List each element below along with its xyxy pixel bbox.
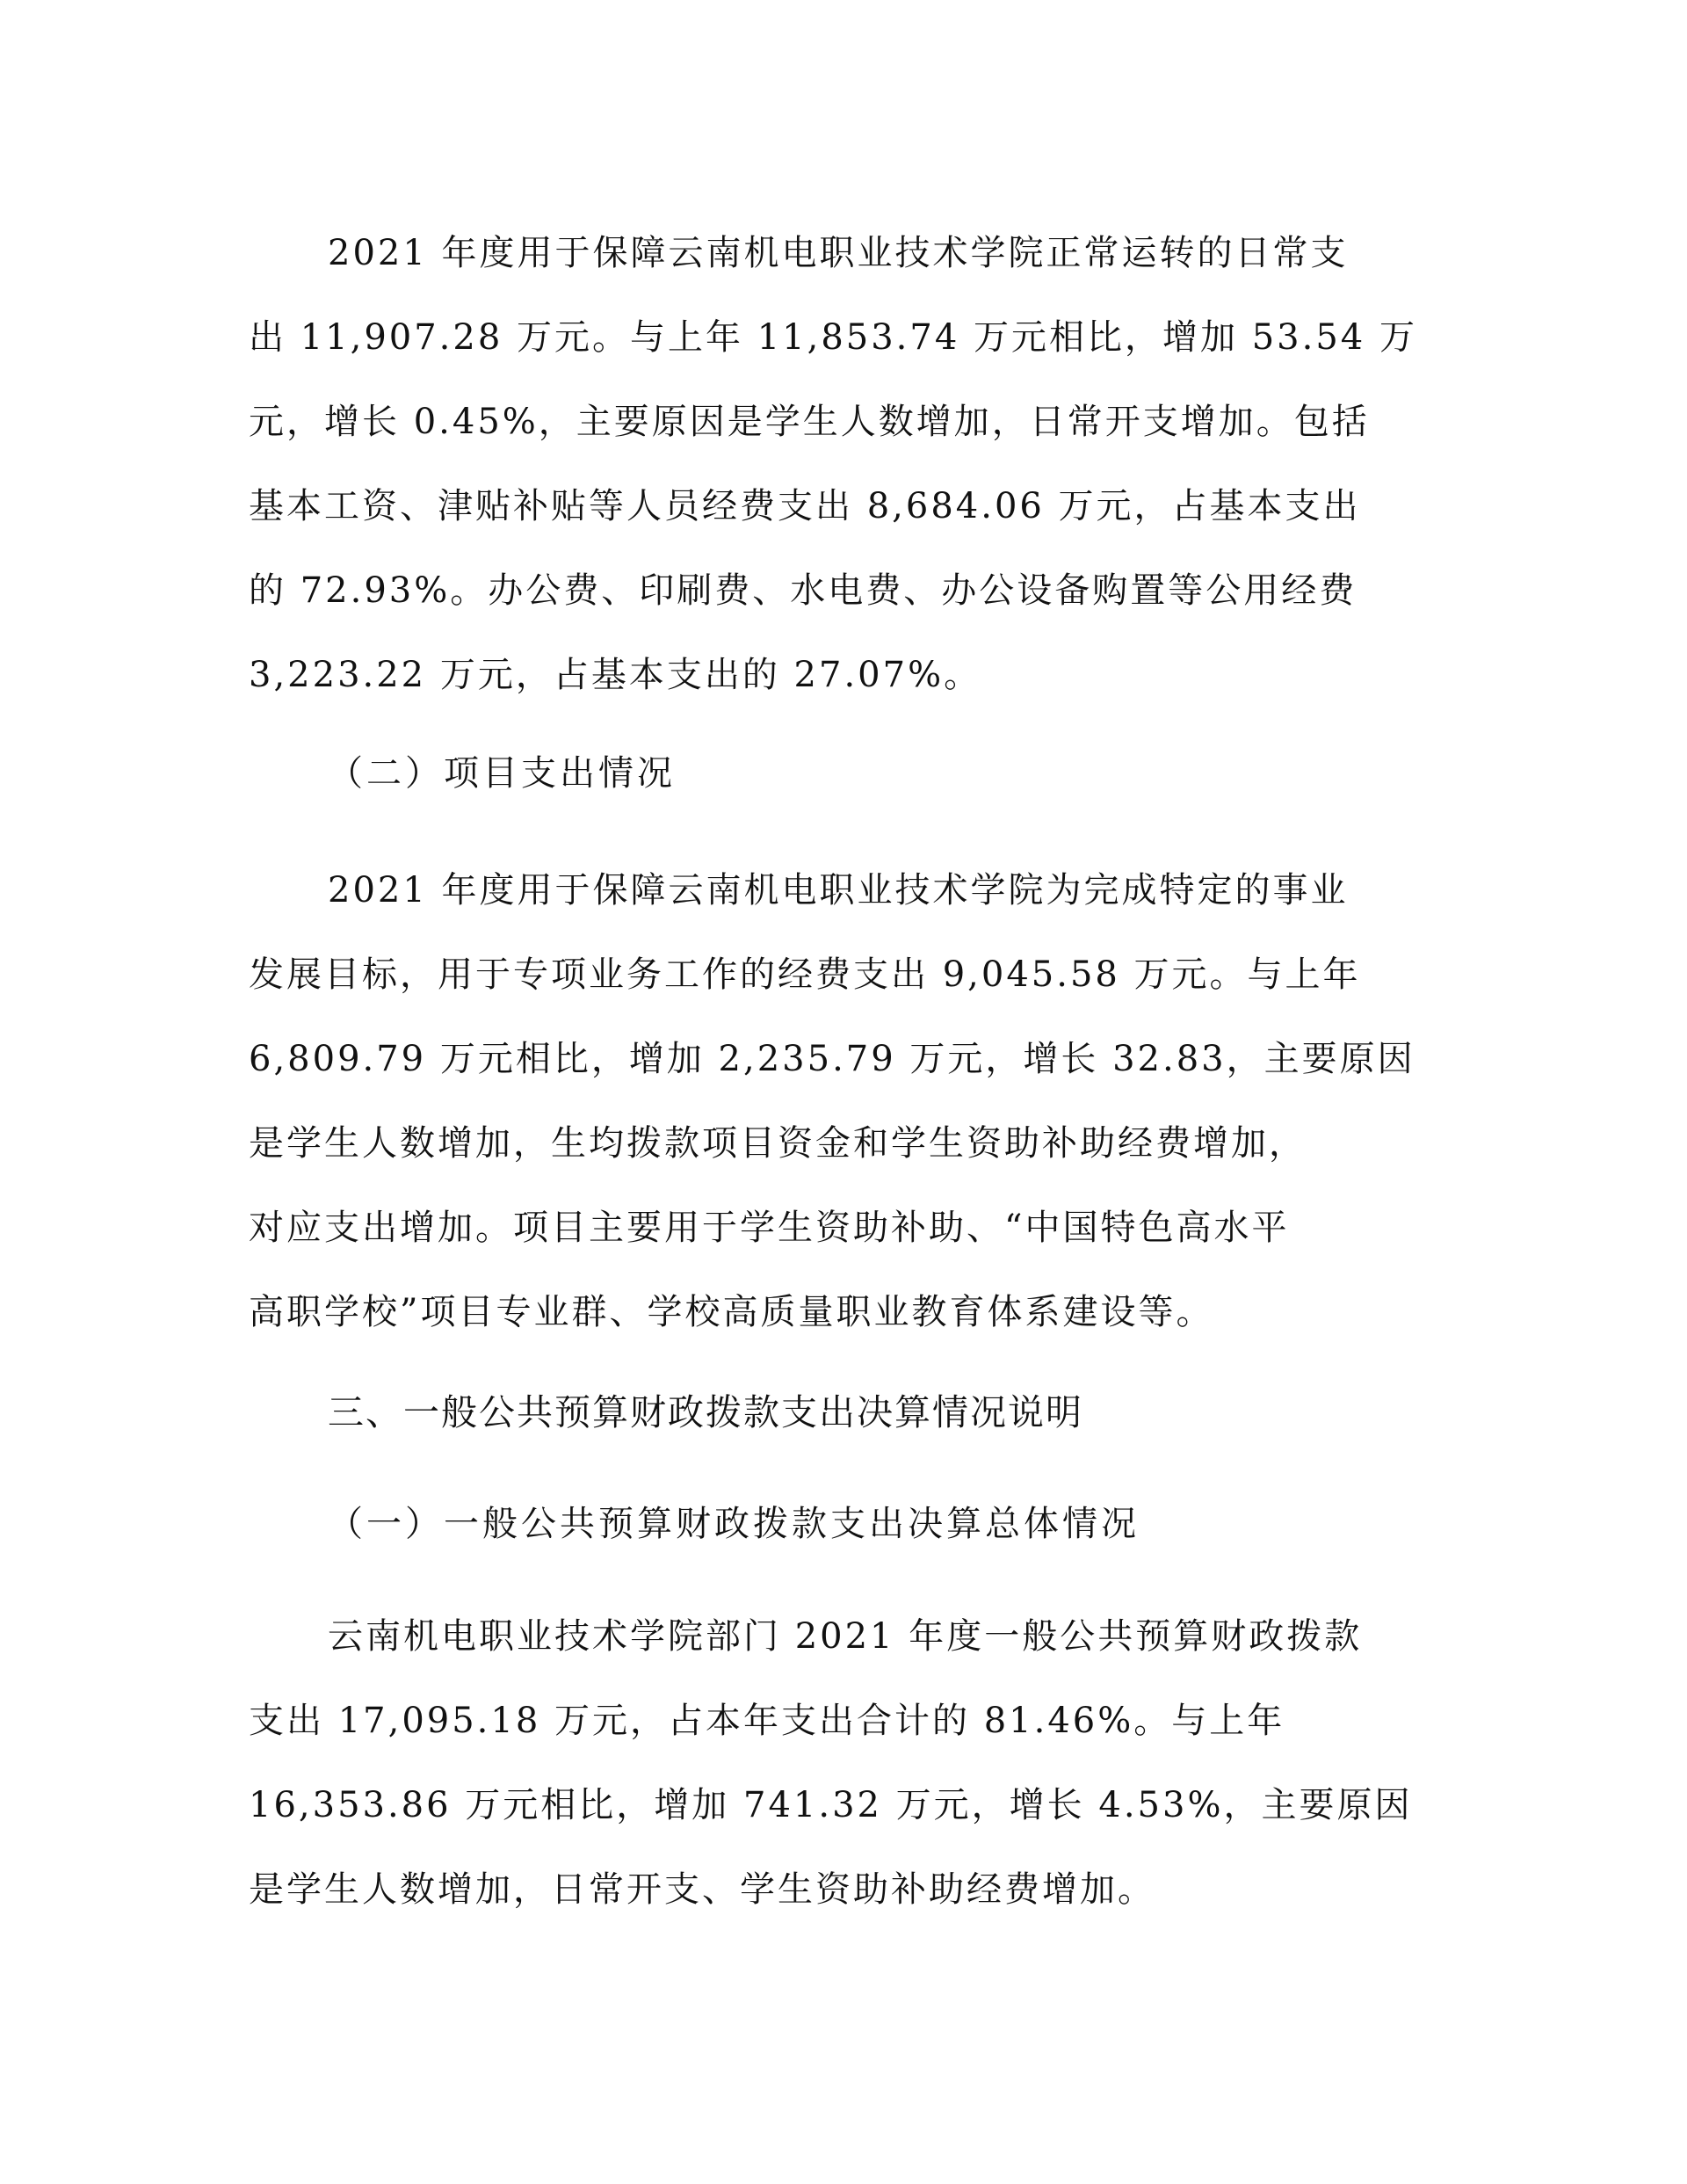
text-line: 的 72.93%。办公费、印刷费、水电费、办公设备购置等公用经费: [249, 570, 1358, 611]
text-line: 高职学校”项目专业群、学校高质量职业教育体系建设等。: [249, 1292, 1214, 1332]
text-line: 基本工资、津贴补贴等人员经费支出 8,684.06 万元，占基本支出: [249, 486, 1361, 526]
text-line: 3,223.22 万元，占基本支出的 27.07%。: [249, 655, 982, 695]
subheading-general-overview: （一）一般公共预算财政拨款支出决算总体情况: [328, 1504, 1140, 1544]
text-line: 出 11,907.28 万元。与上年 11,853.74 万元相比，增加 53.54 万: [249, 317, 1417, 358]
text-line: 2021 年度用于保障云南机电职业技术学院为完成特定的事业: [328, 870, 1349, 911]
text-line: 16,353.86 万元相比，增加 741.32 万元，增长 4.53%，主要原因: [249, 1785, 1413, 1825]
text-line: 云南机电职业技术学院部门 2021 年度一般公共预算财政拨款: [328, 1616, 1363, 1657]
text-line: 发展目标，用于专项业务工作的经费支出 9,045.58 万元。与上年: [249, 954, 1361, 995]
text-line: 元，增长 0.45%，主要原因是学生人数增加，日常开支增加。包括: [249, 402, 1370, 442]
text-line: 6,809.79 万元相比，增加 2,235.79 万元，增长 32.83，主要原因: [249, 1039, 1415, 1079]
subheading-project-expense: （二）项目支出情况: [328, 753, 676, 794]
text-line: 是学生人数增加，日常开支、学生资助补助经费增加。: [249, 1869, 1155, 1910]
text-line: 2021 年度用于保障云南机电职业技术学院正常运转的日常支: [328, 233, 1349, 273]
text-line: 支出 17,095.18 万元，占本年支出合计的 81.46%。与上年: [249, 1701, 1285, 1741]
section-heading-3: 三、一般公共预算财政拨款支出决算情况说明: [328, 1391, 1083, 1433]
text-line: 是学生人数增加，生均拨款项目资金和学生资助补助经费增加，: [249, 1123, 1307, 1164]
text-line: 对应支出增加。项目主要用于学生资助补助、“中国特色高水平: [249, 1208, 1290, 1248]
